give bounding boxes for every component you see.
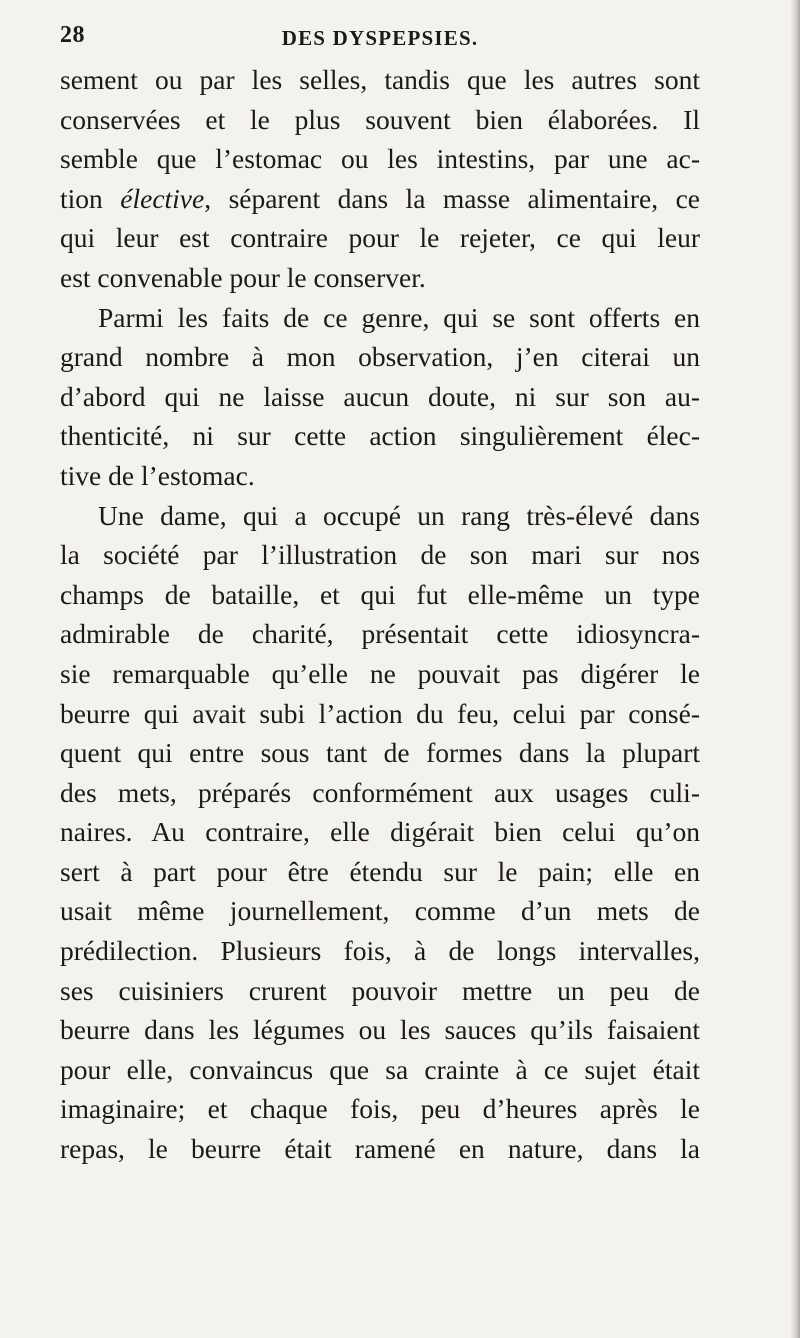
text-line: usait même journellement, comme d’un mets de bbox=[60, 895, 700, 927]
text-line: admirable de charité, présentait cette idiosyncra- bbox=[60, 618, 700, 650]
text-run: tion bbox=[60, 182, 121, 214]
text-line: thenticité, ni sur cette action singulièrement élec- bbox=[60, 420, 700, 452]
text-line: champs de bataille, et qui fut elle-même un type bbox=[60, 578, 700, 610]
text-line: grand nombre à mon observation, j’en citerai un bbox=[60, 341, 700, 373]
text-line: repas, le beurre était ramené en nature, dans la bbox=[60, 1133, 700, 1165]
text-line: des mets, préparés conformément aux usages culi- bbox=[60, 776, 700, 808]
italic-term: élective bbox=[120, 182, 205, 214]
page-edge-shadow bbox=[790, 0, 800, 1338]
text-line: ses cuisiniers crurent pouvoir mettre un peu de bbox=[60, 974, 700, 1006]
body-text bbox=[60, 60, 700, 1169]
text-line: semble que l’estomac ou les intestins, par une ac- bbox=[60, 143, 700, 175]
running-head-title: DES DYSPEPSIES. bbox=[281, 26, 479, 50]
text-line: beurre dans les légumes ou les sauces qu’ils faisaient bbox=[60, 1014, 700, 1046]
text-line: est convenable pour le conserver. bbox=[60, 261, 426, 293]
text-line: pour elle, convaincus que sa crainte à ce sujet était bbox=[60, 1053, 700, 1085]
text-line: conservées et le plus souvent bien élaborées. Il bbox=[60, 103, 700, 135]
text-line-with-italic bbox=[60, 179, 700, 219]
text-line: qui leur est contraire pour le rejeter, ce qui leur bbox=[60, 222, 700, 254]
text-line: naires. Au contraire, elle digérait bien celui qu’on bbox=[60, 816, 700, 848]
text-line: Parmi les faits de ce genre, qui se sont offerts en bbox=[98, 301, 700, 333]
text-line: beurre qui avait subi l’action du feu, celui par consé- bbox=[60, 697, 700, 729]
text-line: la société par l’illustration de son mari sur nos bbox=[60, 539, 700, 571]
text-line: d’abord qui ne laisse aucun doute, ni sur son au- bbox=[60, 380, 700, 412]
running-head bbox=[60, 22, 700, 54]
text-line: sement ou par les selles, tandis que les autres sont bbox=[60, 64, 700, 95]
text-line: tive de l’estomac. bbox=[60, 459, 255, 491]
text-line: sie remarquable qu’elle ne pouvait pas digérer le bbox=[60, 657, 700, 689]
text-line: quent qui entre sous tant de formes dans la plupart bbox=[60, 737, 700, 769]
text-line: imaginaire; et chaque fois, peu d’heures après le bbox=[60, 1093, 700, 1125]
text-line: Une dame, qui a occupé un rang très-élevé dans bbox=[98, 499, 700, 531]
text-line: prédilection. Plusieurs fois, à de longs intervalles, bbox=[60, 935, 700, 967]
page-number: 28 bbox=[60, 22, 85, 48]
text-line: sert à part pour être étendu sur le pain; elle en bbox=[60, 855, 700, 887]
text-run: , séparent dans la masse alimentaire, ce bbox=[204, 182, 701, 214]
